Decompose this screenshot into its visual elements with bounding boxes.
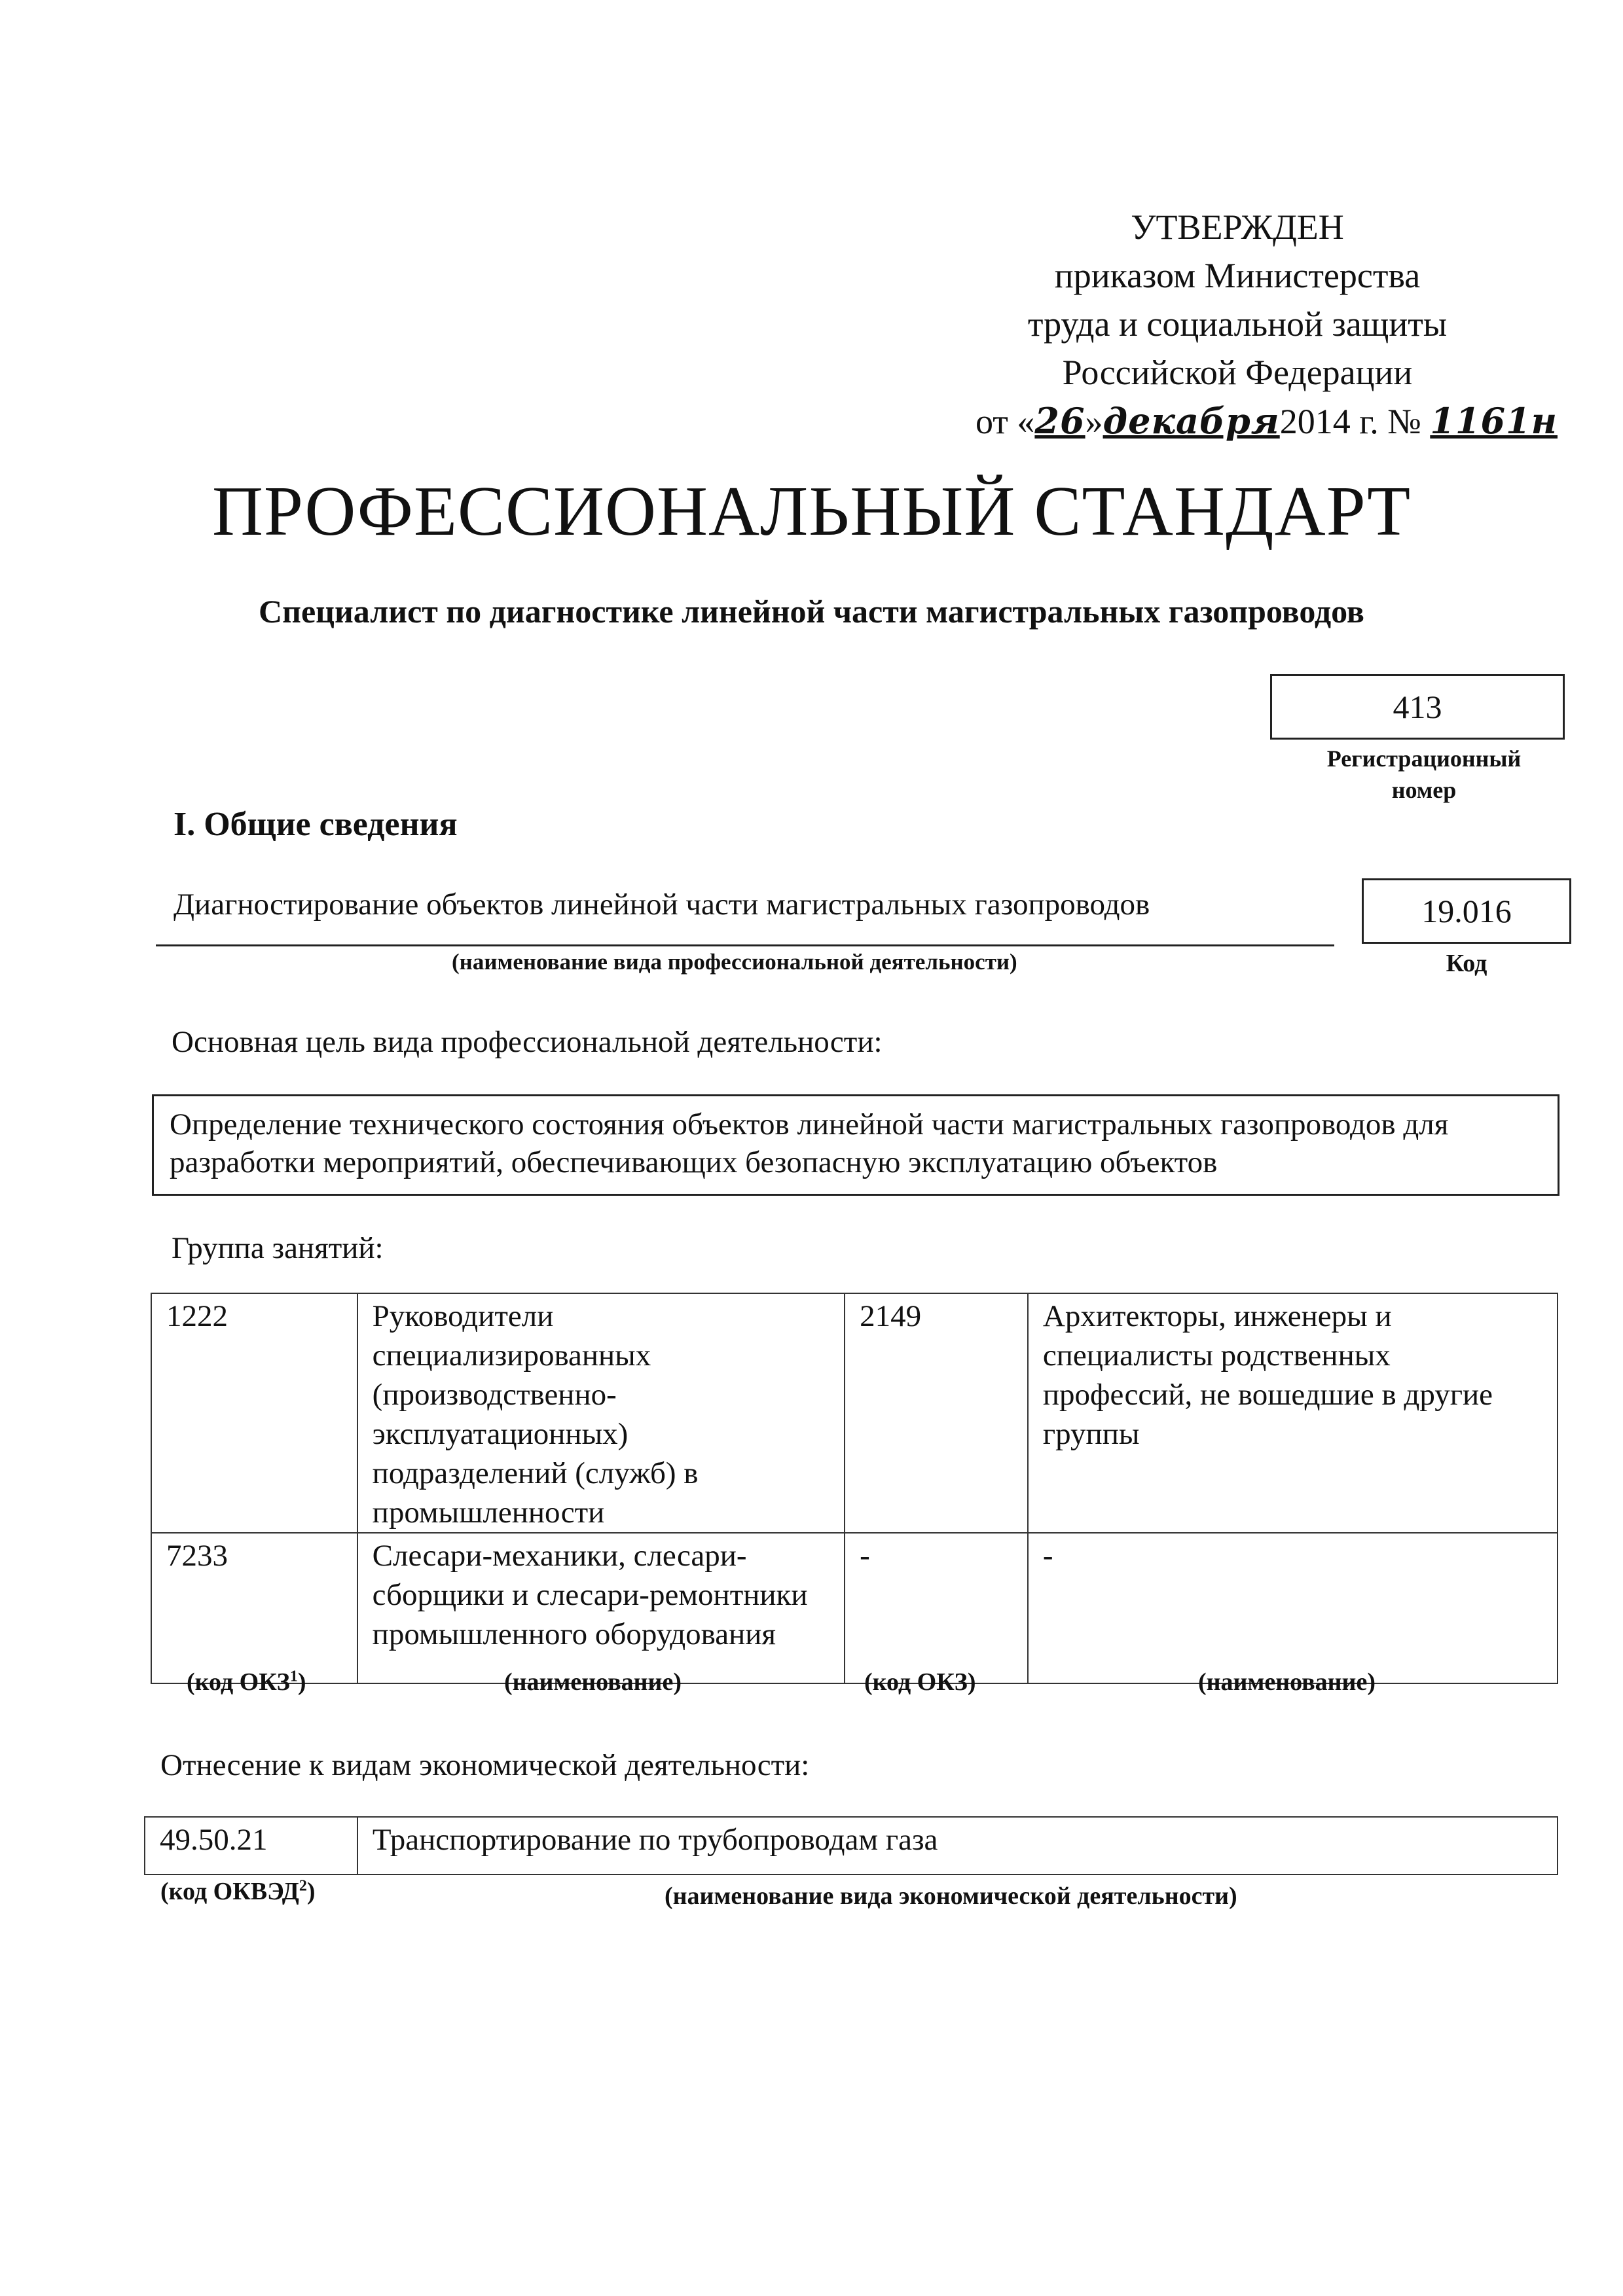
approval-line-4: Российской Федерации bbox=[1062, 353, 1413, 392]
econ-activity-label: Отнесение к видам экономической деятельности: bbox=[160, 1748, 810, 1782]
okz-code-caption-2: (код ОКЗ) bbox=[864, 1668, 976, 1696]
registration-caption bbox=[1270, 743, 1578, 806]
date-mid: » bbox=[1085, 402, 1103, 441]
table-row bbox=[145, 1817, 1558, 1874]
occupation-name-cell: Слесари-механики, слесари-сборщики и слесари-ремонтники промышленного оборудования bbox=[357, 1533, 845, 1683]
approval-line-2: приказом Министерства bbox=[1054, 256, 1421, 295]
activity-code-box: 19.016 bbox=[1362, 878, 1571, 944]
date-day: 26 bbox=[1034, 400, 1085, 442]
occupation-name-cell: Архитекторы, инженеры и специалисты родственных профессий, не вошедшие в другие группы bbox=[1028, 1293, 1558, 1533]
okz-code-cell: - bbox=[845, 1533, 1028, 1683]
registration-caption-line-2: номер bbox=[1391, 777, 1457, 803]
registration-number-box: 413 bbox=[1270, 674, 1565, 740]
occupation-name-caption-1: (наименование) bbox=[504, 1668, 682, 1696]
econ-activity-name-cell: Транспортирование по трубопроводам газа bbox=[357, 1817, 1558, 1874]
occupation-name-cell: Руководители специализированных (производственно-эксплуатационных) подразделений (служб) в промышленности bbox=[357, 1293, 845, 1533]
activity-name: Диагностирование объектов линейной части магистральных газопроводов bbox=[173, 888, 1150, 922]
registration-caption-line-1: Регистрационный bbox=[1326, 745, 1522, 772]
approval-date-line bbox=[976, 397, 1558, 446]
okved-code-caption: (код ОКВЭД$^2$) bbox=[160, 1877, 316, 1905]
date-month: декабря bbox=[1103, 400, 1280, 442]
okz-code-caption-1: (код ОКЗ$^1$) bbox=[187, 1668, 306, 1696]
group-label: Группа занятий: bbox=[172, 1231, 384, 1265]
table-row bbox=[151, 1293, 1558, 1533]
footnote-1-mark: 1 bbox=[289, 1668, 298, 1685]
occupation-name-cell: - bbox=[1028, 1533, 1558, 1683]
okz-code-cell: 2149 bbox=[845, 1293, 1028, 1533]
document-title: ПРОФЕССИОНАЛЬНЫЙ СТАНДАРТ bbox=[211, 473, 1412, 550]
document-subtitle: Специалист по диагностике линейной части магистральных газопроводов bbox=[259, 593, 1364, 630]
okz-code-cell: 7233 bbox=[151, 1533, 357, 1683]
approval-block bbox=[976, 203, 1558, 446]
order-number: 1161н bbox=[1430, 400, 1558, 442]
goal-label: Основная цель вида профессиональной деятельности: bbox=[172, 1025, 883, 1059]
approval-title: УТВЕРЖДЕН bbox=[1131, 207, 1344, 247]
section-heading: I. Общие сведения bbox=[173, 806, 458, 843]
approval-line-3: труда и социальной защиты bbox=[1027, 304, 1448, 344]
activity-code-caption: Код bbox=[1446, 950, 1487, 977]
date-year: 2014 г. № bbox=[1279, 402, 1421, 441]
occupations-table bbox=[151, 1293, 1558, 1684]
goal-box: Определение технического состояния объектов линейной части магистральных газопроводов для разработки мероприятий, обеспечивающих безопасную эксплуатацию объектов bbox=[152, 1094, 1559, 1196]
footnote-2-mark: 2 bbox=[299, 1877, 307, 1895]
activity-underline bbox=[156, 944, 1334, 946]
okved-code-cell: 49.50.21 bbox=[145, 1817, 357, 1874]
occupation-name-caption-2: (наименование) bbox=[1198, 1668, 1376, 1696]
table-row bbox=[151, 1533, 1558, 1683]
econ-activity-table bbox=[144, 1816, 1558, 1875]
activity-caption: (наименование вида профессиональной деятельности) bbox=[452, 949, 1017, 975]
date-prefix: от « bbox=[976, 402, 1035, 441]
econ-activity-name-caption: (наименование вида экономической деятельности) bbox=[665, 1882, 1237, 1910]
okz-code-cell: 1222 bbox=[151, 1293, 357, 1533]
